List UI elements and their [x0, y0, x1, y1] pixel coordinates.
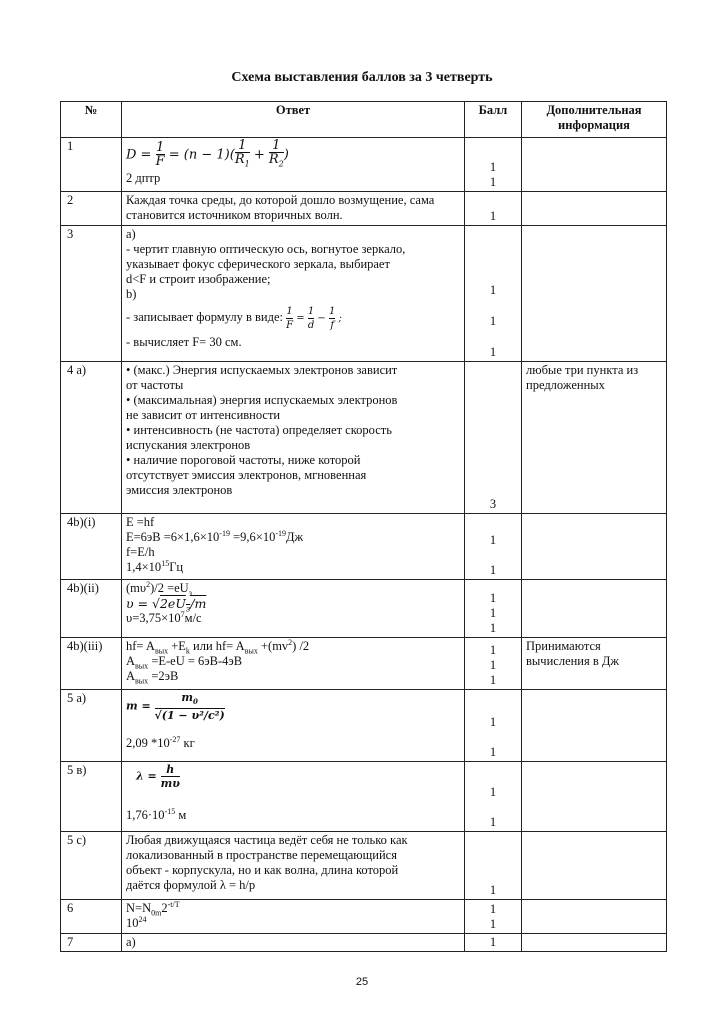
row-info: [522, 900, 667, 934]
answer-line: $hf= A_{вых} +E_k$ или $hf= A_{вых} +(mv^2)$ /2: [126, 637, 310, 656]
score-value: 1: [489, 209, 497, 223]
score-value: 1: [489, 785, 497, 799]
answer-line: Любая движущаяся частица ведёт себя не только как: [126, 833, 408, 847]
row-score: [465, 226, 522, 362]
score-value: 1: [489, 175, 497, 189]
page-title: Схема выставления баллов за 3 четверть: [231, 70, 493, 85]
row-info: [522, 514, 667, 580]
table-row: [61, 762, 667, 832]
answer-line: 2,09 $*10^{-27}$ кг: [126, 735, 195, 751]
answer-line: a): [126, 227, 136, 241]
answer-line: b): [126, 287, 137, 301]
answer-line: - чертит главную оптическую ось, вогнутое зеркало,: [126, 242, 406, 256]
row-info: [522, 138, 667, 192]
table-row: [61, 226, 667, 362]
velocity-formula: $\upsilon = √2eU_з/m$: [126, 596, 207, 614]
score-value: 1: [489, 606, 497, 620]
row-score: [465, 514, 522, 580]
row-answer: [122, 900, 465, 934]
answer-line: $\upsilon=3,75\times 10^7м/с$: [126, 609, 202, 625]
answer-line: • наличие пороговой частоты, ниже которой: [126, 453, 361, 467]
row-answer: [122, 362, 465, 514]
answer-line: даётся формулой λ = h/p: [126, 878, 256, 892]
answer-line: отсутствует эмиссия электронов, мгновенная: [126, 468, 367, 482]
row-info: [522, 226, 667, 362]
answer-line: эмиссия электронов: [126, 483, 233, 497]
row-num: 4b)(iii): [61, 638, 122, 690]
scoring-table: [60, 101, 667, 952]
row-score: [465, 638, 522, 690]
table-header-row: [61, 102, 667, 138]
table-row: [61, 514, 667, 580]
score-value: 1: [489, 902, 497, 916]
page-number: 25: [355, 976, 369, 988]
row-num: 3: [61, 226, 122, 362]
row-num: 2: [61, 192, 122, 226]
answer-line: a): [126, 935, 136, 949]
score-value: 3: [489, 497, 497, 511]
answer-line: Каждая точка среды, до которой дошло возмущение, сама становится источником вторичных волн.: [126, 193, 435, 222]
relativistic-mass-formula: m = $\frac{m_0}{\text{√(1 − υ²/c²)}}$: [126, 691, 225, 723]
answer-line: $E=6эВ =6\times 1,6\times 10^{-19} =9,6\times 10^{-19}Дж$: [126, 528, 304, 544]
answer-line: $1,76\cdot 10^{-15}$ м: [126, 806, 187, 822]
answer-line: $1,4\times 10^{15}Гц$: [126, 558, 184, 574]
answer-line: • интенсивность (не частота) определяет скорость: [126, 423, 392, 437]
score-value: 1: [489, 591, 497, 605]
row-answer: [122, 514, 465, 580]
score-value: 1: [489, 745, 497, 759]
answer-line: f=E/h: [126, 545, 155, 559]
score-value: 1: [489, 673, 497, 687]
row-info: Принимаются вычисления в Дж: [522, 638, 667, 690]
row-answer: [122, 638, 465, 690]
score-value: 1: [489, 563, 497, 577]
score-value: 1: [489, 533, 497, 547]
table-row: [61, 192, 667, 226]
row-answer: [122, 762, 465, 832]
answer-line: $A_{вых} =2эВ$: [126, 669, 179, 686]
table-row: [61, 690, 667, 762]
answer-line: E =hf: [126, 515, 155, 529]
row-answer: [122, 192, 465, 226]
row-num: 5 a): [61, 690, 122, 762]
score-value: 1: [489, 658, 497, 672]
row-answer: [122, 138, 465, 192]
row-score: [465, 192, 522, 226]
answer-line: d<F и строит изображение;: [126, 272, 271, 286]
row-num: 4b)(i): [61, 514, 122, 580]
answer-line: локализованный в пространстве перемещающийся: [126, 848, 397, 862]
row-score: [465, 832, 522, 900]
row-score: [465, 900, 522, 934]
row-answer: [122, 832, 465, 900]
answer-line: испускания электронов: [126, 438, 251, 452]
answer-line: $10^{24}$: [126, 914, 147, 930]
row-score: [465, 580, 522, 638]
score-value: 1: [489, 283, 497, 297]
table-row: [61, 900, 667, 934]
header-answer: Ответ: [122, 102, 465, 138]
lens-power-formula: D = $\frac{1}{F}$ = (n − 1)( $\frac{1}{R_1}$ + $\frac{1}{R_2}$ ): [126, 138, 289, 170]
score-value: 1: [489, 715, 497, 729]
row-answer: [122, 580, 465, 638]
answer-line: - вычисляет F= 30 см.: [126, 335, 242, 349]
answer-line: • (макс.) Энергия испускаемых электронов зависит: [126, 363, 398, 377]
row-num: 5 c): [61, 832, 122, 900]
answer-line: $N=N_{0m}2^{-t/T}$: [126, 899, 180, 918]
answer-line: • (максимальная) энергия испускаемых электронов: [126, 393, 398, 407]
score-value: 1: [489, 314, 497, 328]
score-value: 1: [489, 883, 497, 897]
score-value: 1: [489, 917, 497, 931]
row-info: [522, 690, 667, 762]
score-value: 1: [489, 160, 497, 174]
row-num: 1: [61, 138, 122, 192]
answer-line: от частоты: [126, 378, 184, 392]
answer-line: указывает фокус сферического зеркала, выбирает: [126, 257, 390, 271]
answer-line: - записывает формулу в виде:: [126, 310, 283, 324]
answer-line: не зависит от интенсивности: [126, 408, 281, 422]
table-row: [61, 638, 667, 690]
answer-line: объект - корпускула, но и как волна, длина которой: [126, 863, 399, 877]
row-num: 6: [61, 900, 122, 934]
row-info: [522, 832, 667, 900]
answer-line: 2 дптр: [126, 170, 161, 185]
row-info: любые три пункта из предложенных: [522, 362, 667, 514]
row-score: [465, 362, 522, 514]
header-score: Балл: [465, 102, 522, 138]
table-row: [61, 580, 667, 638]
de-broglie-formula: λ = $\frac{h}{m\upsilon}$: [136, 763, 180, 790]
row-info: [522, 580, 667, 638]
row-info: [522, 934, 667, 952]
row-score: [465, 934, 522, 952]
score-value: 1: [489, 345, 497, 359]
row-score: [465, 762, 522, 832]
table-row: [61, 934, 667, 952]
row-answer: [122, 690, 465, 762]
row-info: [522, 762, 667, 832]
mirror-formula: $\frac{1}{F}$ = $\frac{1}{d}$ − $\frac{1}{f}$ ;: [286, 306, 342, 331]
table-row: [61, 832, 667, 900]
row-num: 7: [61, 934, 122, 952]
row-info: [522, 192, 667, 226]
header-num: №: [61, 102, 122, 138]
row-num: 5 в): [61, 762, 122, 832]
score-value: 1: [489, 643, 497, 657]
row-score: [465, 138, 522, 192]
row-answer: [122, 226, 465, 362]
row-num: 4b)(ii): [61, 580, 122, 638]
header-info: Дополнительная информация: [522, 102, 667, 138]
row-score: [465, 690, 522, 762]
row-answer: [122, 934, 465, 952]
answer-line: $A_{вых} =E-eU = 6эВ-4эВ$: [126, 654, 243, 671]
score-value: 1: [489, 621, 497, 635]
table-row: [61, 362, 667, 514]
answer-line: $(m\upsilon^2)/2 =eU_з$: [126, 579, 192, 598]
row-num: 4 a): [61, 362, 122, 514]
table-row: [61, 138, 667, 192]
score-value: 1: [489, 935, 497, 949]
score-value: 1: [489, 815, 497, 829]
